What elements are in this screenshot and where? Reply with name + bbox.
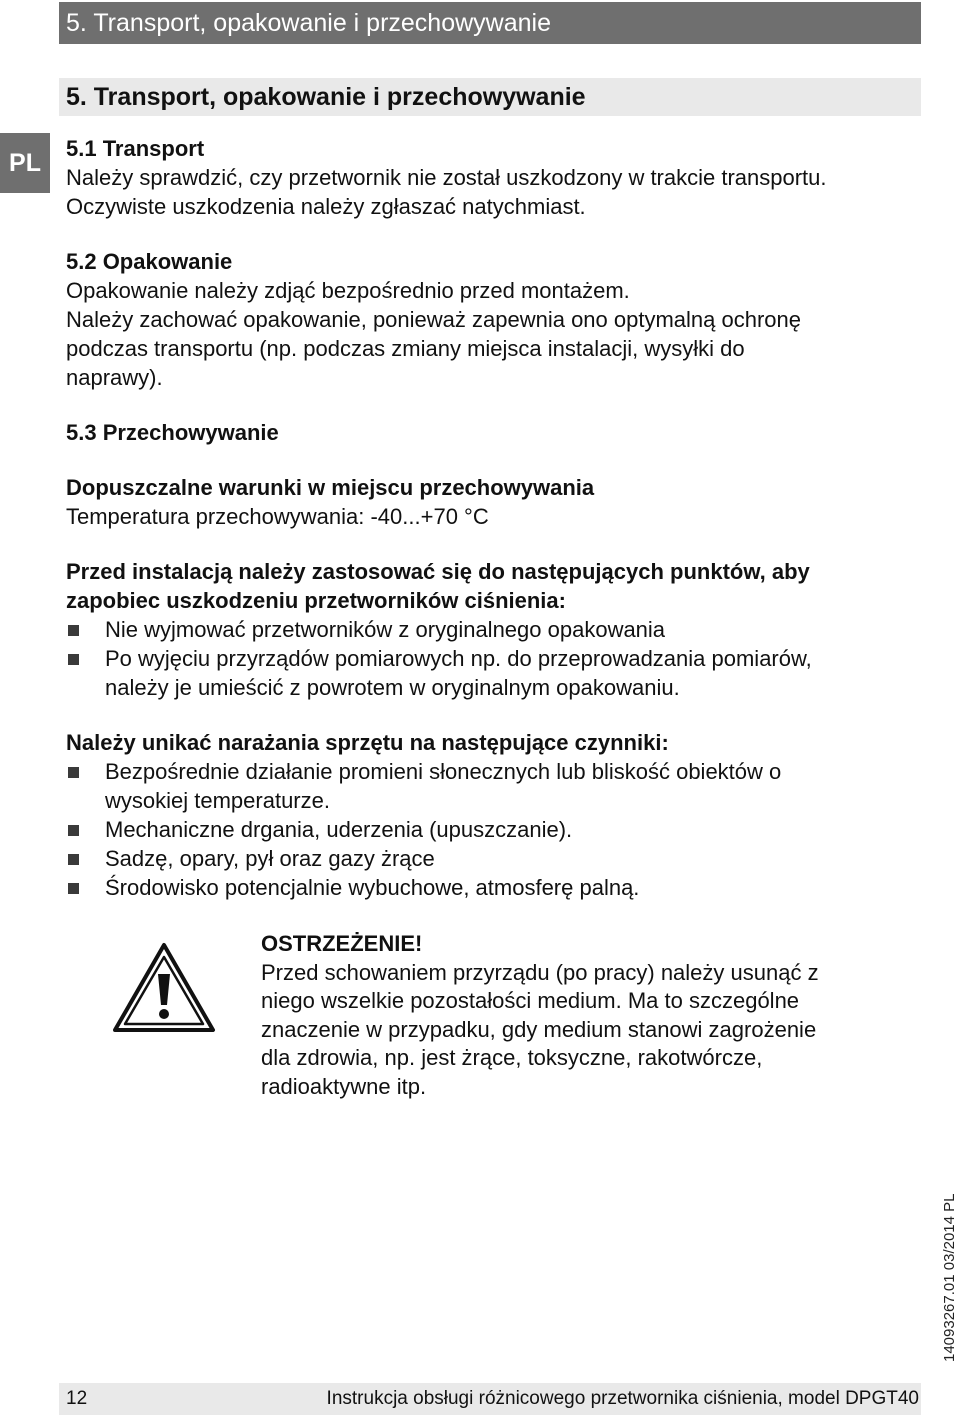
- warning-title: OSTRZEŻENIE!: [261, 931, 423, 956]
- packaging-line: Opakowanie należy zdjąć bezpośrednio przed montażem.: [66, 278, 630, 303]
- top-header: [59, 2, 921, 44]
- install-intro-line: zapobiec uszkodzeniu przetworników ciśnienia:: [66, 588, 566, 613]
- packaging-heading: 5.2 Opakowanie: [66, 249, 233, 274]
- list-item-text: wysokiej temperaturze.: [105, 788, 330, 813]
- transport-line: Oczywiste uszkodzenia należy zgłaszać natychmiast.: [66, 194, 586, 219]
- warning-text: [261, 930, 901, 1101]
- warning-line: dla zdrowia, np. jest żrące, toksyczne, rakotwórcze,: [261, 1045, 763, 1070]
- list-item-text: Środowisko potencjalnie wybuchowe, atmosferę palną.: [105, 875, 640, 900]
- list-item: [66, 757, 916, 815]
- bullet-square-icon: [68, 767, 79, 778]
- list-item: [66, 815, 916, 844]
- warning-line: niego wszelkie pozostałości medium. Ma to szczególne: [261, 988, 800, 1013]
- bullet-square-icon: [68, 625, 79, 636]
- section-header: [59, 78, 921, 116]
- packaging-line: naprawy).: [66, 365, 163, 390]
- packaging-line: Należy zachować opakowanie, ponieważ zapewnia ono optymalną ochronę: [66, 307, 802, 332]
- list-item-text: Bezpośrednie działanie promieni słonecznych lub bliskość obiektów o: [105, 759, 782, 784]
- list-item-text: Nie wyjmować przetworników z oryginalnego opakowania: [105, 617, 666, 642]
- avoid-list: [66, 757, 916, 902]
- warning-line: radioaktywne itp.: [261, 1073, 427, 1099]
- transport-line: Należy sprawdzić, czy przetwornik nie został uszkodzony w trakcie transportu.: [66, 165, 827, 190]
- section-title: 5. Transport, opakowanie i przechowywanie: [66, 83, 586, 111]
- list-item: [66, 644, 916, 702]
- list-item-text: Sadzę, opary, pył oraz gazy żrące: [105, 846, 435, 871]
- list-item-text: Po wyjęciu przyrządów pomiarowych np. do przeprowadzania pomiarów,: [105, 646, 812, 671]
- avoid-heading: Należy unikać narażania sprzętu na następujące czynniki:: [66, 730, 669, 755]
- main-content: [66, 134, 916, 902]
- packaging-line: podczas transportu (np. podczas zmiany miejsca instalacji, wysyłki do: [66, 336, 745, 361]
- top-header-title: 5. Transport, opakowanie i przechowywanie: [66, 9, 551, 37]
- language-tab: PL: [0, 133, 50, 193]
- warning-triangle-icon: [112, 942, 216, 1034]
- install-intro-line: Przed instalacją należy zastosować się do następujących punktów, aby: [66, 559, 810, 584]
- page-footer: [59, 1383, 921, 1415]
- warning-line: Przed schowaniem przyrządu (po pracy) należy usunąć z: [261, 959, 819, 985]
- storage-temperature: Temperatura przechowywania: -40...+70 °C: [66, 504, 489, 529]
- list-item-text: należy je umieścić z powrotem w oryginalnym opakowaniu.: [105, 675, 680, 700]
- page-number: 12: [66, 1388, 88, 1409]
- document-code: 14093267.01 03/2014 PL: [941, 1193, 958, 1362]
- footer-title: Instrukcja obsługi różnicowego przetwornika ciśnienia, model DPGT40: [326, 1388, 919, 1409]
- bullet-square-icon: [68, 883, 79, 894]
- bullet-square-icon: [68, 654, 79, 665]
- storage-heading: 5.3 Przechowywanie: [66, 420, 279, 445]
- warning-line: znaczenie w przypadku, gdy medium stanowi zagrożenie: [261, 1016, 817, 1042]
- list-item-text: Mechaniczne drgania, uderzenia (upuszczanie).: [105, 817, 573, 842]
- list-item: [66, 615, 916, 644]
- storage-conditions-heading: Dopuszczalne warunki w miejscu przechowywania: [66, 475, 595, 500]
- bullet-square-icon: [68, 825, 79, 836]
- transport-heading: 5.1 Transport: [66, 136, 205, 161]
- list-item: [66, 873, 916, 902]
- install-list: [66, 615, 916, 702]
- list-item: [66, 844, 916, 873]
- bullet-square-icon: [68, 854, 79, 865]
